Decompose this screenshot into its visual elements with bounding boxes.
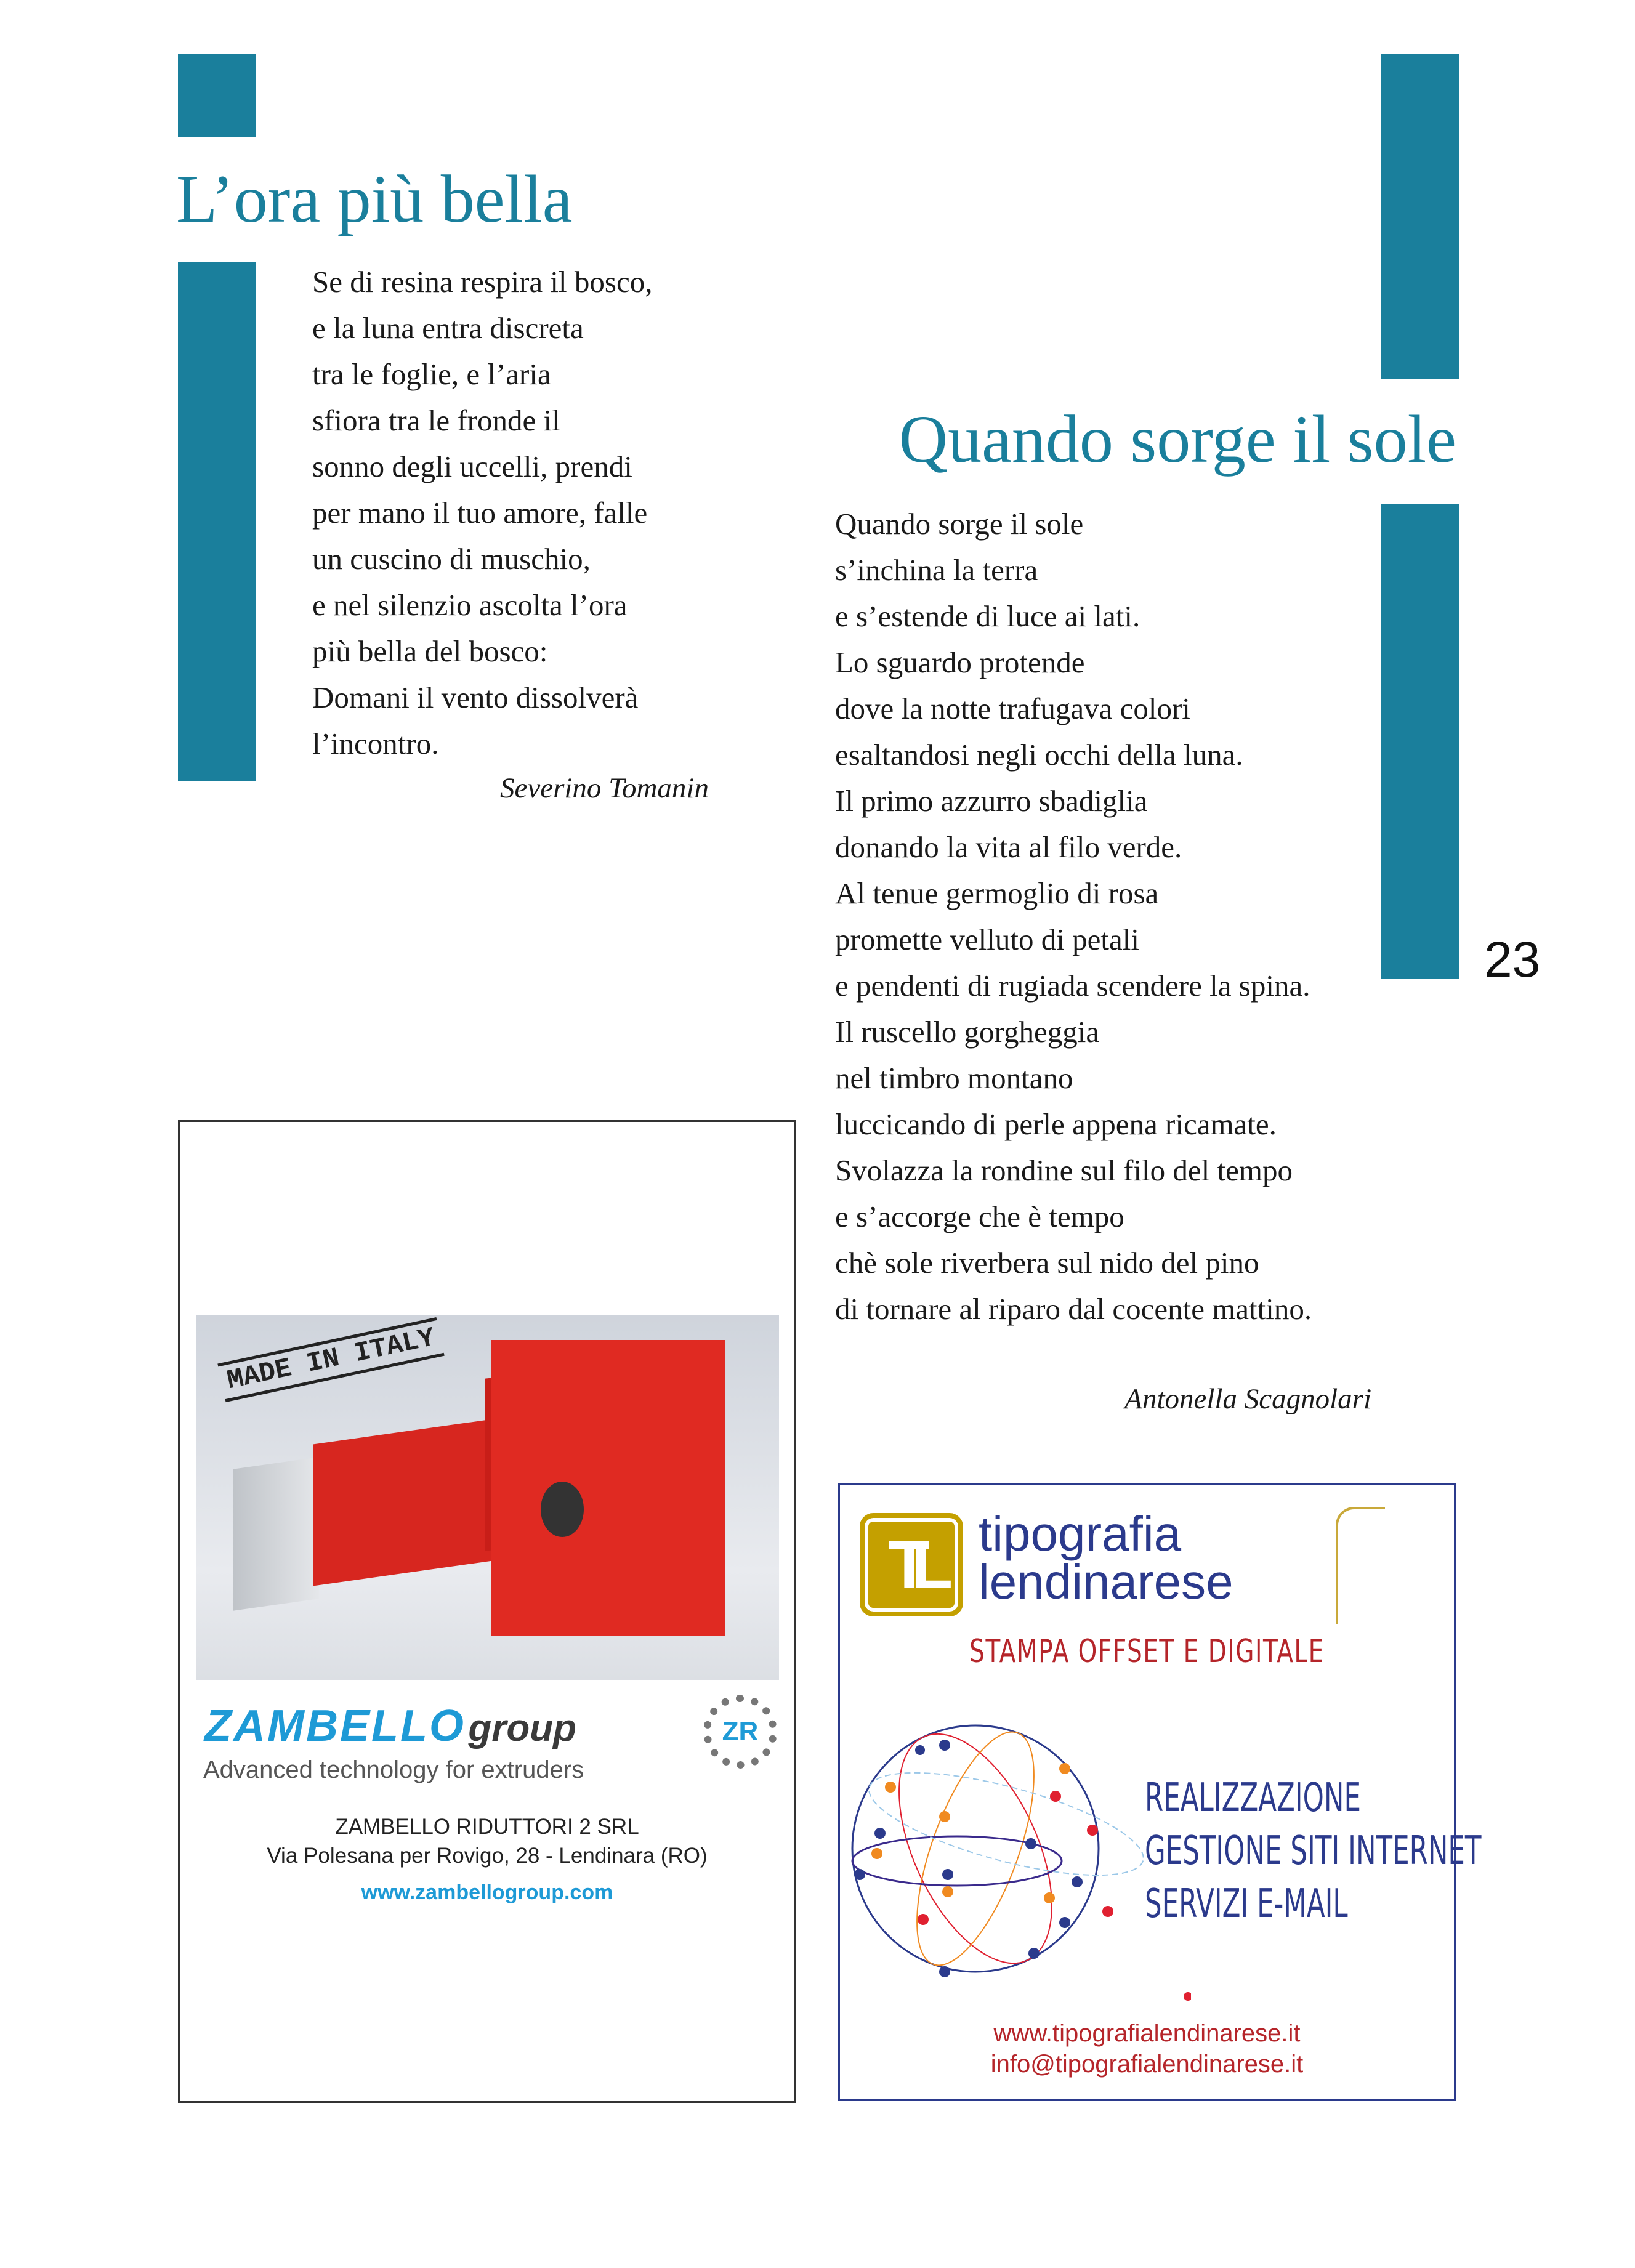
tipografia-website-link[interactable]: www.tipografialendinarese.it (993, 2020, 1301, 2047)
poem1-title: L’ora più bella (176, 161, 573, 236)
service-item: SERVIZI E-MAIL (1145, 1881, 1348, 1927)
decor-bar-left (178, 262, 256, 781)
poem-line: per mano il tuo amore, falle (312, 496, 648, 530)
poem-line: Domani il vento dissolverà (312, 680, 639, 714)
decor-bar-right-top (1381, 54, 1459, 379)
poem-line: e pendenti di rugiada scendere la spina. (835, 969, 1310, 1003)
poem-line: Se di resina respira il bosco, (312, 265, 653, 299)
service-item: GESTIONE SITI INTERNET (1145, 1828, 1482, 1874)
poem-line: Al tenue germoglio di rosa (835, 876, 1159, 910)
made-in-italy-stamp: MADE IN ITALY (217, 1317, 445, 1402)
tipografia-email-link[interactable]: info@tipografialendinarese.it (990, 2051, 1304, 2078)
poem-line: s’inchina la terra (835, 553, 1038, 587)
zambello-website-link[interactable]: www.zambellogroup.com (361, 1881, 613, 1904)
gearbox-main (491, 1340, 725, 1636)
poem1-body (312, 259, 652, 767)
gearbox-port (541, 1482, 584, 1537)
decor-square-top-left (178, 54, 256, 137)
tipografia-name: tipografia lendinarese (979, 1506, 1233, 1609)
services-list (1145, 1772, 1481, 1931)
stampa-headline: STAMPA OFFSET E DIGITALE (969, 1633, 1325, 1670)
motor-flange (233, 1457, 319, 1611)
globe-illustration (846, 1713, 1191, 2003)
poem-line: Lo sguardo protende (835, 645, 1085, 679)
poem-line: donando la vita al filo verde. (835, 830, 1182, 864)
poem-line: un cuscino di muschio, (312, 542, 591, 576)
poem-line: luccicando di perle appena ricamate. (835, 1107, 1277, 1141)
poem-line: dove la notte trafugava colori (835, 692, 1190, 725)
poem1-author: Severino Tomanin (499, 772, 709, 804)
poem-line: di tornare al riparo dal cocente mattino. (835, 1292, 1312, 1326)
poem2-body (835, 501, 1312, 1332)
company-name: ZAMBELLO RIDUTTORI 2 SRL (335, 1815, 639, 1839)
poem2-author: Antonella Scagnolari (1124, 1383, 1371, 1415)
page-number: 23 (1484, 932, 1541, 988)
poem-line: Il ruscello gorgheggia (835, 1015, 1100, 1049)
poem-line: tra le foglie, e l’aria (312, 357, 551, 391)
poem-line: e s’accorge che è tempo (835, 1200, 1124, 1233)
poem-line: e s’estende di luce ai lati. (835, 599, 1140, 633)
poem-line: l’incontro. (312, 727, 439, 761)
doge-edizioni-logo (1336, 1507, 1385, 1624)
service-item: REALIZZAZIONE (1145, 1775, 1361, 1821)
poem-line: più bella del bosco: (312, 634, 548, 668)
poem-line: sonno degli uccelli, prendi (312, 450, 632, 483)
product-image (196, 1315, 779, 1680)
brand-name: ZAMBELLO group (204, 1701, 577, 1751)
company-address: Via Polesana per Rovigo, 28 - Lendinara (RO) (267, 1844, 708, 1868)
tl-logo: TL (860, 1513, 963, 1616)
poem-line: Quando sorge il sole (835, 507, 1084, 541)
poem-line: esaltandosi negli occhi della luna. (835, 738, 1243, 772)
poem2-title: Quando sorge il sole (898, 402, 1456, 477)
poem-line: nel timbro montano (835, 1061, 1073, 1095)
poem-line: sfiora tra le fronde il (312, 403, 560, 437)
tagline: Advanced technology for extruders (203, 1756, 584, 1783)
poem-line: promette velluto di petali (835, 922, 1139, 956)
decor-bar-right (1381, 504, 1459, 979)
poem-line: e nel silenzio ascolta l’ora (312, 588, 628, 622)
poem-line: chè sole riverbera sul nido del pino (835, 1246, 1259, 1280)
poem-line: Svolazza la rondine sul filo del tempo (835, 1153, 1293, 1187)
ad-zambello (178, 1120, 796, 2103)
poem-line: Il primo azzurro sbadiglia (835, 784, 1148, 818)
zr-group-logo: ZR (703, 1695, 777, 1769)
poem-line: e la luna entra discreta (312, 311, 584, 345)
ad-tipografia (838, 1483, 1482, 2101)
